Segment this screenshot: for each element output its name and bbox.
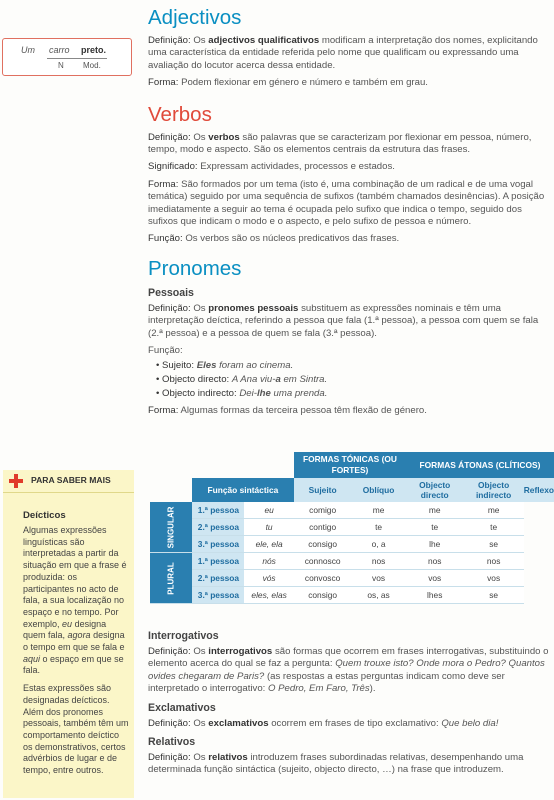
definition-paragraph: Definição: Os pronomes pessoais substituem as expressões nominais e têm uma interpretação deíctica, referindo a pessoa que fala (1.ª pessoa), a pessoa com quem se fala (2.ª pessoa) e a pessoa de quem se fala (3.ª pessoa). — [148, 302, 539, 339]
col-header-sujeito: Sujeito — [294, 478, 351, 502]
heading-adjectivos: Adjectivos — [148, 6, 242, 29]
funcao-list — [148, 359, 552, 401]
table-cell: nos — [351, 553, 406, 570]
main-content — [148, 6, 552, 422]
example-tag: N — [58, 61, 64, 70]
table-cell: o, a — [351, 536, 406, 553]
group-label-plural: PLURAL — [150, 553, 192, 604]
table-cell: se — [464, 587, 524, 604]
funcao-label: Função: — [148, 345, 183, 357]
pronouns-table — [150, 452, 554, 604]
table-cell: convosco — [294, 570, 351, 587]
heading-verbos: Verbos — [148, 102, 212, 126]
row-label: 2.ª pessoa — [192, 570, 244, 587]
example-tag: Mod. — [83, 61, 101, 70]
table-cell: lhe — [406, 536, 464, 553]
col-header-reflexo: Reflexo — [524, 478, 554, 502]
table-cell: contigo — [294, 519, 351, 536]
table-cell: vos — [351, 570, 406, 587]
box-paragraph: Algumas expressões linguísticas são interpretadas a partir da situação em que a frase é produzida: os participantes no acto de fala, a sua localização no espaço e no tempo. Por exemplo, eu designa quem fala, agora designa o tempo em que se fala e aqui o espaço em que se fala. — [23, 525, 127, 676]
row-label: 1.ª pessoa — [192, 553, 244, 570]
definition-paragraph: Definição: Os exclamativos ocorrem em frases de tipo exclamativo: Que belo dia! — [148, 717, 499, 729]
table-cell: nos — [406, 553, 464, 570]
example-divider — [47, 58, 107, 59]
table-cell: te — [351, 519, 406, 536]
table-cell: eu — [244, 502, 294, 519]
table-cell: os, as — [351, 587, 406, 604]
plus-icon — [9, 474, 23, 488]
header-formas-atonas: FORMAS ÁTONAS (CLÍTICOS) — [406, 452, 554, 478]
table-cell: lhes — [406, 587, 464, 604]
forma-paragraph: Forma: Algumas formas da terceira pessoa têm flexão de género. — [148, 404, 427, 416]
table-row — [150, 587, 554, 604]
box-header — [3, 470, 134, 492]
table-cell: comigo — [294, 502, 351, 519]
example-word: preto. — [81, 45, 107, 55]
table-row — [150, 570, 554, 587]
table-cell: me — [351, 502, 406, 519]
definition-paragraph: Definição: Os interrogativos são formas que ocorrem em frases interrogativas, substituindo o elemento acerca do qual se faz a pergunta: Quem trouxe isto? Onde mora o Pedro? Quantos ovides chegaram de Paris? (as respostas a estas perguntas indicam como deve ser interpretado o interrogativo: O Pedro, Em Faro, Três). — [148, 646, 549, 695]
row-label: 2.ª pessoa — [192, 519, 244, 536]
table-cell: tu — [244, 519, 294, 536]
forma-paragraph: Forma: São formados por um tema (isto é, uma combinação de um radical e de uma vogal temática) seguido por uma sequência de sufixos (também chamados desinências). A posição imediatamente a seguir ao tema é ocupada pelo sufixo que indica o tempo, seguido dos sufixos que indicam o modo e o aspecto, e pelo sufixo de pessoa e número. — [148, 178, 545, 228]
main-content-lower — [148, 624, 552, 782]
table-cell: consigo — [294, 536, 351, 553]
table-cell: connosco — [294, 553, 351, 570]
forma-paragraph: Forma: Podem flexionar em género e número e também em grau. — [148, 77, 428, 89]
table-cell: ele, ela — [244, 536, 294, 553]
example-word: carro — [49, 45, 70, 55]
box-subtitle: Deícticos — [23, 510, 66, 521]
sidebar — [0, 0, 136, 800]
table-cell: consigo — [294, 587, 351, 604]
list-item: • Sujeito: Eles foram ao cinema. — [156, 359, 552, 373]
table-row — [150, 536, 554, 553]
table-row — [150, 553, 554, 570]
example-word: Um — [21, 45, 35, 55]
table-cell: vos — [464, 570, 524, 587]
subheading-interrogativos: Interrogativos — [148, 630, 219, 642]
row-label: 3.ª pessoa — [192, 587, 244, 604]
table-cell: nos — [464, 553, 524, 570]
box-divider — [3, 492, 134, 493]
definition-paragraph: Definição: Os relativos introduzem frases subordinadas relativas, desempenhando uma determinada função sintáctica (sujeito, objecto directo, …) na frase que introduzem. — [148, 752, 524, 776]
header-formas-tonicas: FORMAS TÓNICAS (OU FORTES) — [294, 452, 406, 478]
box-title: PARA SABER MAIS — [31, 475, 111, 485]
row-label: 3.ª pessoa — [192, 536, 244, 553]
col-header-funcao: Função sintáctica — [192, 478, 294, 502]
table-cell: te — [406, 519, 464, 536]
row-label: 1.ª pessoa — [192, 502, 244, 519]
heading-pronomes: Pronomes — [148, 256, 242, 280]
subheading-relativos: Relativos — [148, 736, 196, 749]
col-header-objecto-indirecto: Objecto indirecto — [464, 478, 524, 502]
definition-paragraph: Definição: Os adjectivos qualificativos modificam a interpretação dos nomes, explicitando uma característica da entidade referida pelo nome que qualificam ou expressando uma avaliação do locutor acerca dessa entidade. — [148, 35, 538, 71]
group-label-singular: SINGULAR — [150, 502, 192, 553]
list-item: • Objecto directo: A Ana viu-a em Sintra. — [156, 373, 552, 387]
table-row — [150, 519, 554, 536]
col-header-objecto-directo: Objecto directo — [406, 478, 464, 502]
table-cell: se — [464, 536, 524, 553]
subheading-pessoais: Pessoais — [148, 286, 194, 299]
subheading-exclamativos: Exclamativos — [148, 701, 216, 714]
table-cell: te — [464, 519, 524, 536]
table-cell: me — [406, 502, 464, 519]
table-cell: vós — [244, 570, 294, 587]
table-row — [150, 502, 554, 519]
table-cell: vos — [406, 570, 464, 587]
table-cell: eles, elas — [244, 587, 294, 604]
example-box — [2, 38, 132, 76]
para-saber-mais-box — [3, 470, 134, 798]
funcao-paragraph: Função: Os verbos são os núcleos predicativos das frases. — [148, 233, 400, 245]
definition-paragraph: Definição: Os verbos são palavras que se caracterizam por flexionar em pessoa, número, tempo, modo e aspecto. São os elementos centrais da estrutura das frases. — [148, 131, 532, 156]
list-item: • Objecto indirecto: Dei-lhe uma prenda. — [156, 387, 552, 401]
table-cell: me — [464, 502, 524, 519]
table-cell: nós — [244, 553, 294, 570]
col-header-obliquo: Oblíquo — [351, 478, 406, 502]
significado-paragraph: Significado: Expressam actividades, processos e estados. — [148, 161, 395, 173]
box-paragraph: Estas expressões são designadas deícticos. Além dos pronomes pessoais, também têm um comportamento deíctico os demonstrativos, certos advérbios de lugar e de tempo, entre outros. — [23, 683, 129, 776]
